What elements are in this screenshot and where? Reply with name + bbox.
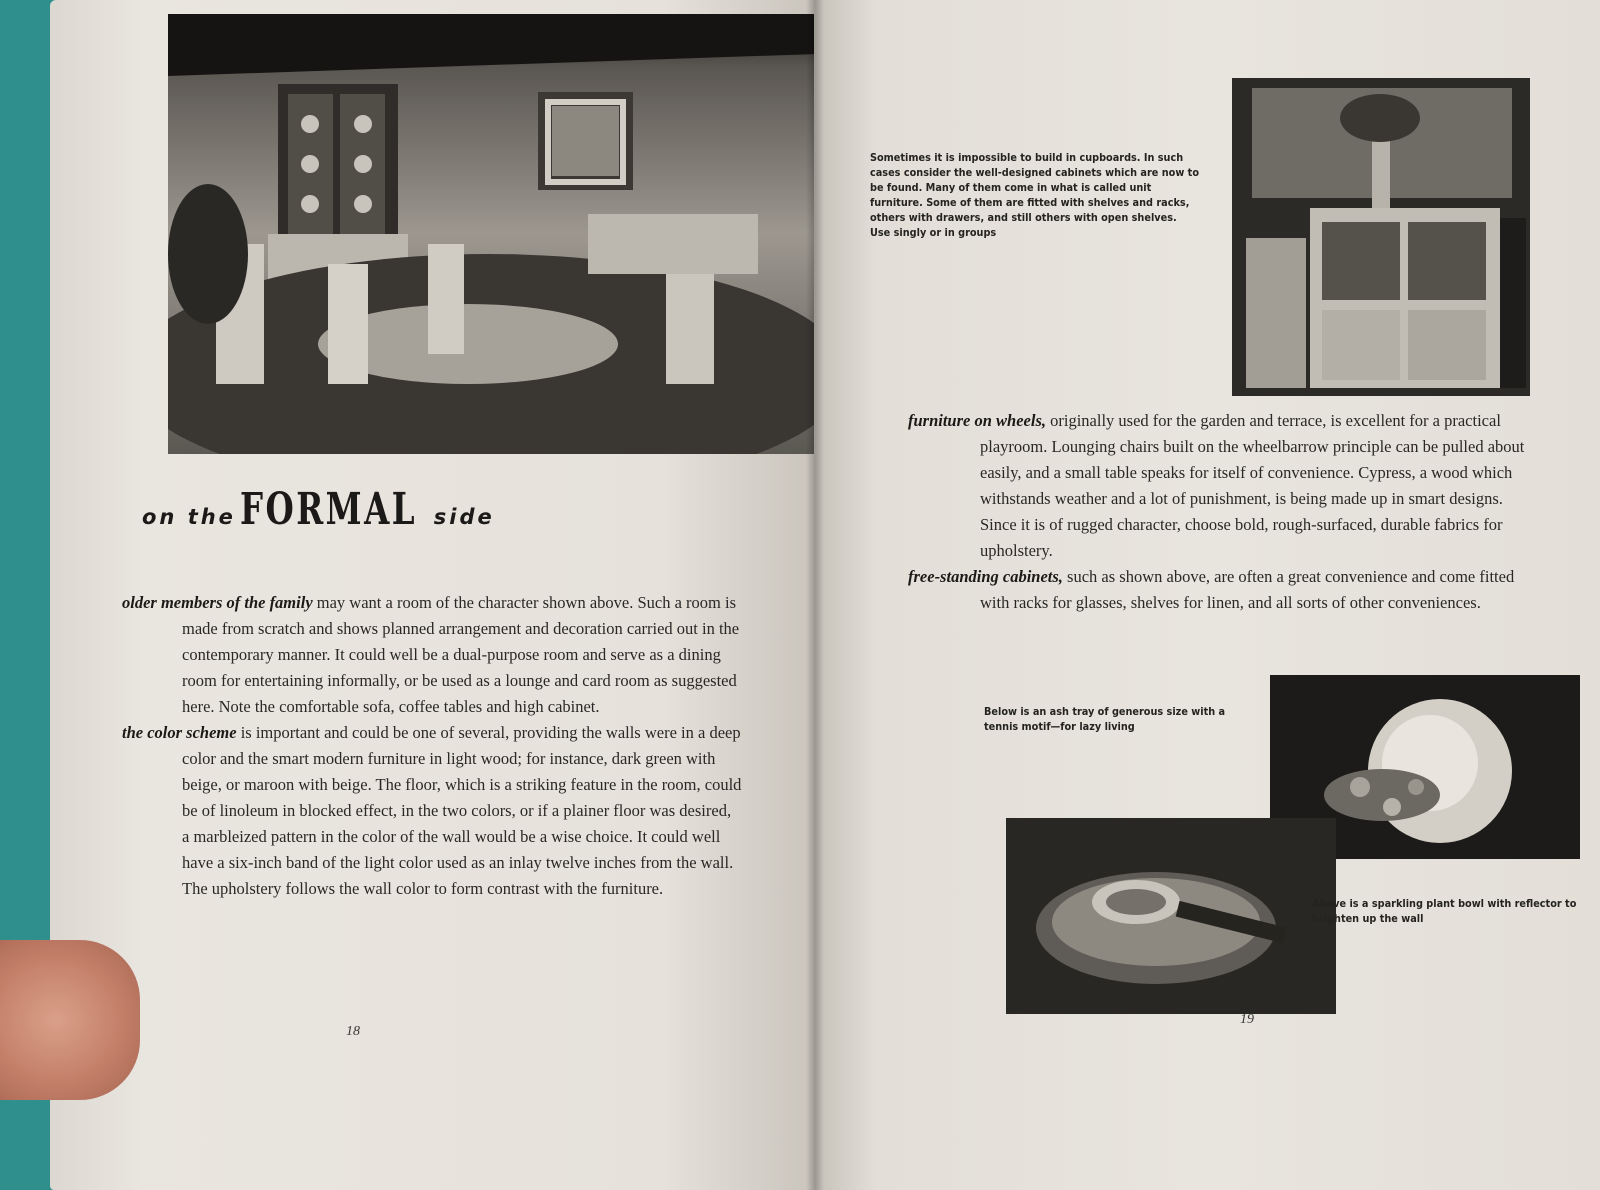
paragraph-lead: furniture on wheels,	[908, 411, 1046, 430]
plant-bowl-caption: Above is a sparkling plant bowl with reflector to brighten up the wall	[1312, 897, 1577, 925]
paragraph-older-members	[122, 590, 742, 720]
paragraph-body: may want a room of the character shown above. Such a room is made from scratch and shows planned arrangement and decoration carried out in the contemporary manner. It could well be a dual-purpose room and serve as a dining room for entertaining informally, or be used as a lounge and card room as suggested here. Note the comfortable sofa, coffee tables and high cabinet.	[182, 593, 740, 716]
paragraph-body: originally used for the garden and terrace, is excellent for a practical playroom. Lounging chairs built on the wheelbarrow principle can be pulled about easily, and a small table speaks for itself of convenience. Cypress, a wood which withstands weather and a lot of punishment, is being made up in smart designs. Since it is of rugged character, choose bold, rough-surfaced, durable fabrics for upholstery.	[980, 411, 1525, 560]
ash-tray-caption: Below is an ash tray of generous size with a tennis motif—for lazy living	[984, 705, 1226, 733]
paragraph-color-scheme	[122, 720, 742, 902]
page-number-right: 19	[1240, 1012, 1254, 1027]
hand-thumb	[0, 940, 140, 1100]
paragraph-lead: older members of the family	[122, 593, 313, 612]
paragraph-body: such as shown above, are often a great convenience and come fitted with racks for glasses, shelves for linen, and all sorts of other conveniences.	[980, 567, 1515, 612]
paragraph-free-standing-cabinets	[908, 564, 1528, 616]
heading-suffix: side	[433, 505, 495, 529]
dining-room-photo	[168, 14, 814, 454]
cabinet-caption: Sometimes it is impossible to build in cupboards. In such cases consider the well-designed cabinets which are now to be found. Many of them come in what is called unit furniture. Some of them are fitted with shelves and racks, others with drawers, and still others with open shelves. Use singly or in groups	[870, 151, 1199, 239]
book-gutter	[806, 0, 824, 1190]
heading-prefix: on the	[142, 505, 236, 529]
left-body-text	[122, 590, 742, 902]
page-number-left: 18	[346, 1024, 360, 1039]
heading-emphasis: FORMAL	[239, 484, 417, 535]
left-page	[50, 0, 814, 1190]
paragraph-furniture-on-wheels	[908, 408, 1528, 564]
paragraph-body: is important and could be one of several, providing the walls were in a deep color and the smart modern furniture in light wood; for instance, dark green with beige, or maroon with beige. The floor, which is a striking feature in the room, could be of linoleum in blocked effect, in the two colors, or if a plainer floor was desired, a marbleized pattern in the color of the wall would be a wise choice. It could well have a six-inch band of the light color used as an inlay twelve inches from the wall. The upholstery follows the wall color to form contrast with the furniture.	[182, 723, 742, 898]
ash-tray-photo	[1006, 818, 1336, 1014]
paragraph-lead: the color scheme	[122, 723, 237, 742]
cabinet-photo	[1232, 78, 1530, 396]
right-body-text	[908, 408, 1528, 616]
right-page	[814, 0, 1600, 1190]
page-heading	[142, 484, 495, 535]
paragraph-lead: free-standing cabinets,	[908, 567, 1063, 586]
booklet-spread	[10, 0, 1600, 1190]
